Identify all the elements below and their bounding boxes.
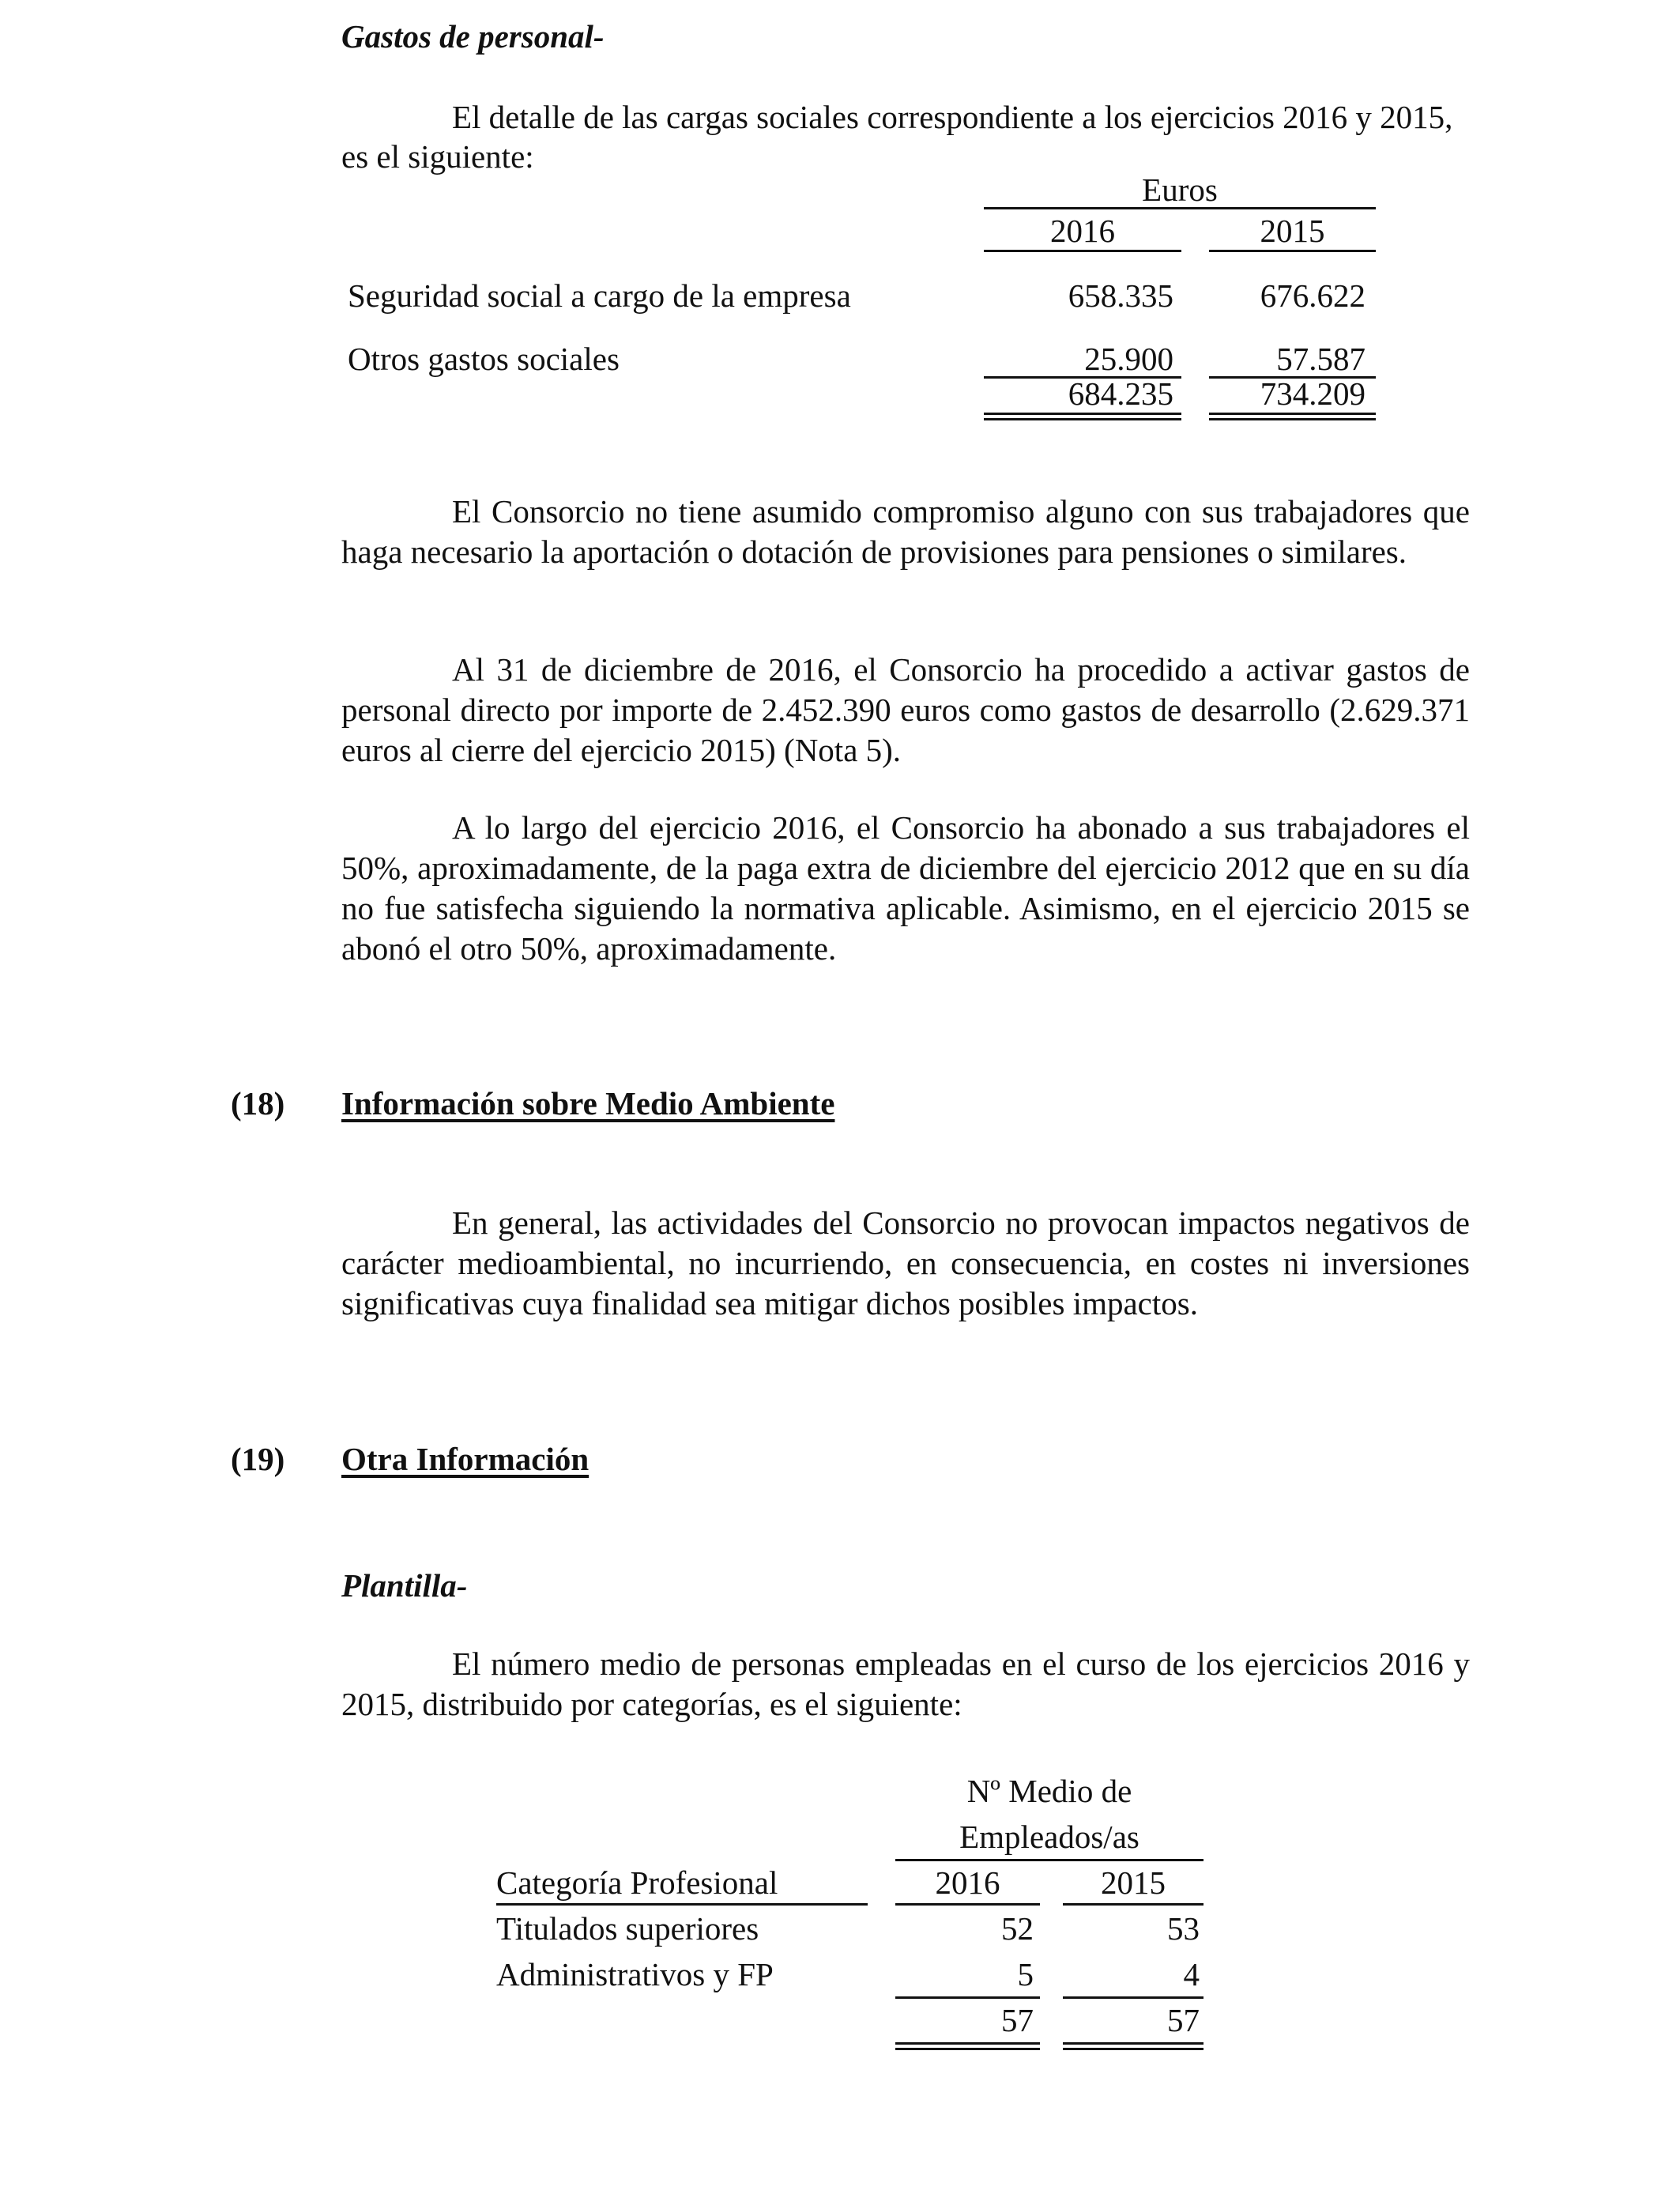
section-19-number: (19): [231, 1441, 285, 1477]
row-label: Otros gastos sociales: [348, 341, 620, 377]
gastos-heading: Gastos de personal-: [341, 18, 605, 55]
paragraph-paga-extra: A lo largo del ejercicio 2016, el Consorcio ha abonado a sus trabajadores el 50%, aproximadamente, de la paga extra de diciembre del ejercicio 2012 que en su día no fue satisfecha siguiendo la normativa aplicable. Asimismo, en el ejercicio 2015 se abonó el otro 50%, aproximadamente.: [341, 809, 1470, 967]
col-2016-header: 2016: [935, 1864, 1000, 1901]
col-2015-header: 2015: [1101, 1864, 1166, 1901]
paragraph-activacion-gastos: Al 31 de diciembre de 2016, el Consorcio ha procedido a activar gastos de personal directo por importe de 2.452.390 euros como gastos de desarrollo (2.629.371 euros al cierre del ejercicio 2015) (Nota 5).: [341, 651, 1470, 768]
subtotal-rule-2016: [895, 1996, 1040, 1999]
col-category-header: Categoría Profesional: [496, 1864, 778, 1901]
row-label: Administrativos y FP: [496, 1956, 774, 1992]
row-label: Seguridad social a cargo de la empresa: [348, 277, 851, 314]
category-underline: [496, 1903, 868, 1906]
section-18-number: (18): [231, 1085, 285, 1122]
col-2016-underline: [895, 1903, 1040, 1906]
unit-underline: [984, 207, 1376, 209]
header-line2: Empleados/as: [959, 1819, 1139, 1855]
row-value-2015: 676.622: [1260, 277, 1365, 314]
total-double-rule-2016: [895, 2042, 1040, 2050]
row-value-2016: 658.335: [1068, 277, 1173, 314]
section-19-title: Otra Información: [341, 1441, 590, 1477]
total-double-rule-2016: [984, 413, 1181, 420]
plantilla-heading: Plantilla-: [341, 1567, 468, 1604]
header-line1: Nº Medio de: [966, 1773, 1132, 1809]
paragraph-medio-ambiente: En general, las actividades del Consorcio no provocan impactos negativos de carácter medioambiental, no incurriendo, en consecuencia, en costes ni inversiones significativas cuya finalidad sea mitigar dichos posibles impactos.: [341, 1204, 1470, 1321]
header-underline: [895, 1859, 1203, 1861]
gastos-intro-line1: El detalle de las cargas sociales correspondiente a los ejercicios 2016 y 2015,: [452, 99, 1453, 135]
col-2016-underline: [984, 250, 1181, 252]
row-value-2015: 57.587: [1276, 341, 1365, 377]
row-value-2015: 4: [1183, 1956, 1200, 1992]
row-value-2015: 53: [1167, 1910, 1200, 1947]
subtotal-rule-2015: [1063, 1996, 1203, 1999]
row-value-2016: 5: [1017, 1956, 1034, 1992]
paragraph-pensiones: El Consorcio no tiene asumido compromiso alguno con sus trabajadores que haga necesario la aportación o dotación de provisiones para pensiones o similares.: [341, 493, 1470, 570]
total-2015: 734.209: [1260, 375, 1365, 412]
col-2015-underline: [1063, 1903, 1203, 1906]
total-double-rule-2015: [1063, 2042, 1203, 2050]
col-2016-header: 2016: [1050, 213, 1115, 249]
row-label: Titulados superiores: [496, 1910, 759, 1947]
row-value-2016: 52: [1001, 1910, 1034, 1947]
total-2015: 57: [1167, 2002, 1200, 2038]
col-2015-header: 2015: [1260, 213, 1325, 249]
section-18-title: Información sobre Medio Ambiente: [341, 1085, 835, 1122]
col-2015-underline: [1209, 250, 1376, 252]
table-unit-header: Euros: [1142, 172, 1218, 208]
total-double-rule-2015: [1209, 413, 1376, 420]
row-value-2016: 25.900: [1084, 341, 1173, 377]
total-2016: 684.235: [1068, 375, 1173, 412]
gastos-intro-line2: es el siguiente:: [341, 138, 534, 175]
paragraph-plantilla: El número medio de personas empleadas en el curso de los ejercicios 2016 y 2015, distribuido por categorías, es el siguiente:: [341, 1646, 1470, 1722]
total-2016: 57: [1001, 2002, 1034, 2038]
